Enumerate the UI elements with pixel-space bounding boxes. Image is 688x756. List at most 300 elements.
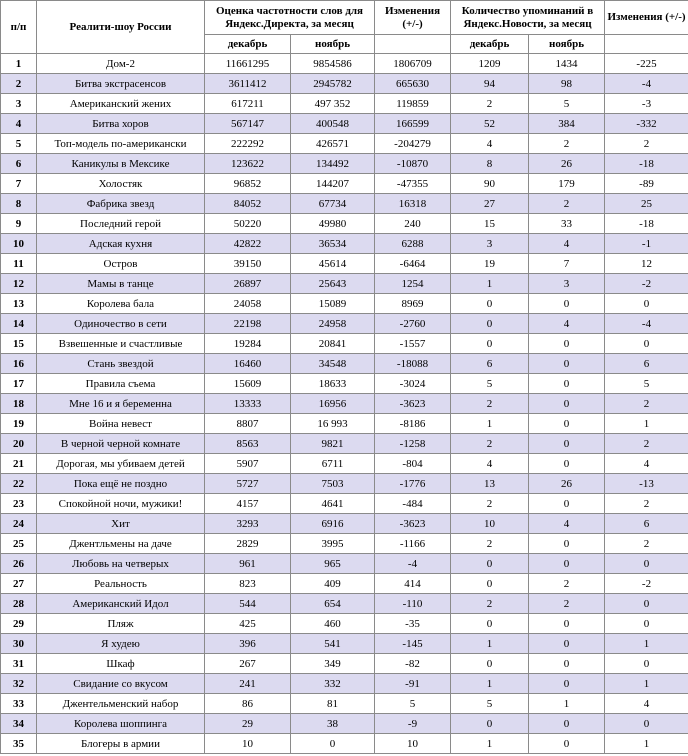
freq-change: -1776 xyxy=(375,474,451,494)
freq-december: 396 xyxy=(205,634,291,654)
mentions-november: 26 xyxy=(529,474,605,494)
freq-november: 9821 xyxy=(291,434,375,454)
table-row xyxy=(1,454,688,474)
row-number: 3 xyxy=(1,94,37,114)
mentions-november: 4 xyxy=(529,234,605,254)
freq-change: -145 xyxy=(375,634,451,654)
freq-change: -10870 xyxy=(375,154,451,174)
freq-change: 240 xyxy=(375,214,451,234)
show-name: Каникулы в Мексике xyxy=(37,154,205,174)
mentions-change: 0 xyxy=(605,654,688,674)
show-name: Правила съема xyxy=(37,374,205,394)
show-name: Американский жених xyxy=(37,94,205,114)
table-row xyxy=(1,534,688,554)
freq-change: -4 xyxy=(375,554,451,574)
mentions-november: 384 xyxy=(529,114,605,134)
row-number: 35 xyxy=(1,734,37,754)
show-name: Остров xyxy=(37,254,205,274)
freq-november: 15089 xyxy=(291,294,375,314)
freq-change: -3024 xyxy=(375,374,451,394)
freq-change: -1166 xyxy=(375,534,451,554)
freq-november: 24958 xyxy=(291,314,375,334)
mentions-december: 2 xyxy=(451,394,529,414)
table-row xyxy=(1,674,688,694)
mentions-december: 1 xyxy=(451,634,529,654)
show-name: Мамы в танце xyxy=(37,274,205,294)
show-name: Шкаф xyxy=(37,654,205,674)
freq-november: 2945782 xyxy=(291,74,375,94)
table-row xyxy=(1,74,688,94)
table-row xyxy=(1,354,688,374)
mentions-change: 1 xyxy=(605,634,688,654)
mentions-change: 1 xyxy=(605,734,688,754)
freq-change: -204279 xyxy=(375,134,451,154)
freq-november: 16 993 xyxy=(291,414,375,434)
row-number: 9 xyxy=(1,214,37,234)
show-name: Фабрика звезд xyxy=(37,194,205,214)
show-name: Блогеры в армии xyxy=(37,734,205,754)
header-dec: декабрь xyxy=(205,35,291,54)
mentions-november: 0 xyxy=(529,534,605,554)
mentions-november: 0 xyxy=(529,634,605,654)
freq-change: -1557 xyxy=(375,334,451,354)
row-number: 15 xyxy=(1,334,37,354)
mentions-november: 2 xyxy=(529,194,605,214)
mentions-december: 0 xyxy=(451,314,529,334)
mentions-change: 0 xyxy=(605,334,688,354)
freq-november: 25643 xyxy=(291,274,375,294)
freq-december: 241 xyxy=(205,674,291,694)
show-name: Одиночество в сети xyxy=(37,314,205,334)
freq-december: 11661295 xyxy=(205,54,291,74)
freq-change: 119859 xyxy=(375,94,451,114)
freq-december: 10 xyxy=(205,734,291,754)
row-number: 26 xyxy=(1,554,37,574)
mentions-change: 2 xyxy=(605,394,688,414)
freq-december: 42822 xyxy=(205,234,291,254)
show-name: Адская кухня xyxy=(37,234,205,254)
table-row xyxy=(1,294,688,314)
freq-change: -3623 xyxy=(375,394,451,414)
mentions-november: 2 xyxy=(529,594,605,614)
table-row xyxy=(1,654,688,674)
mentions-change: 2 xyxy=(605,494,688,514)
table-row xyxy=(1,694,688,714)
mentions-december: 27 xyxy=(451,194,529,214)
mentions-december: 90 xyxy=(451,174,529,194)
freq-december: 39150 xyxy=(205,254,291,274)
show-name: Я худею xyxy=(37,634,205,654)
row-number: 23 xyxy=(1,494,37,514)
freq-change: -47355 xyxy=(375,174,451,194)
freq-november: 6916 xyxy=(291,514,375,534)
freq-november: 45614 xyxy=(291,254,375,274)
freq-november: 144207 xyxy=(291,174,375,194)
mentions-december: 0 xyxy=(451,654,529,674)
show-name: В черной черной комнате xyxy=(37,434,205,454)
show-name: Битва хоров xyxy=(37,114,205,134)
show-name: Пока ещё не поздно xyxy=(37,474,205,494)
freq-november: 400548 xyxy=(291,114,375,134)
mentions-december: 15 xyxy=(451,214,529,234)
mentions-change: 25 xyxy=(605,194,688,214)
freq-november: 349 xyxy=(291,654,375,674)
freq-december: 50220 xyxy=(205,214,291,234)
freq-december: 5907 xyxy=(205,454,291,474)
freq-change: 665630 xyxy=(375,74,451,94)
mentions-change: 12 xyxy=(605,254,688,274)
show-name: Последний герой xyxy=(37,214,205,234)
freq-change: -82 xyxy=(375,654,451,674)
freq-november: 3995 xyxy=(291,534,375,554)
mentions-november: 98 xyxy=(529,74,605,94)
table-row xyxy=(1,254,688,274)
mentions-november: 0 xyxy=(529,354,605,374)
freq-change: -804 xyxy=(375,454,451,474)
mentions-change: -13 xyxy=(605,474,688,494)
table-row xyxy=(1,494,688,514)
freq-change: -6464 xyxy=(375,254,451,274)
freq-november: 7503 xyxy=(291,474,375,494)
freq-december: 4157 xyxy=(205,494,291,514)
row-number: 18 xyxy=(1,394,37,414)
show-name: Взвешенные и счастливые xyxy=(37,334,205,354)
freq-november: 965 xyxy=(291,554,375,574)
mentions-november: 3 xyxy=(529,274,605,294)
freq-november: 9854586 xyxy=(291,54,375,74)
header-show: Реалити-шоу России xyxy=(37,1,205,54)
mentions-change: 0 xyxy=(605,294,688,314)
freq-change: -18088 xyxy=(375,354,451,374)
mentions-november: 1 xyxy=(529,694,605,714)
freq-december: 13333 xyxy=(205,394,291,414)
freq-change: 5 xyxy=(375,694,451,714)
table-row xyxy=(1,414,688,434)
freq-november: 38 xyxy=(291,714,375,734)
mentions-change: 0 xyxy=(605,554,688,574)
mentions-change: -225 xyxy=(605,54,688,74)
freq-november: 49980 xyxy=(291,214,375,234)
row-number: 31 xyxy=(1,654,37,674)
table-row xyxy=(1,374,688,394)
mentions-november: 2 xyxy=(529,134,605,154)
row-number: 1 xyxy=(1,54,37,74)
mentions-december: 4 xyxy=(451,454,529,474)
mentions-change: -2 xyxy=(605,274,688,294)
row-number: 22 xyxy=(1,474,37,494)
row-number: 12 xyxy=(1,274,37,294)
header-change: Изменения (+/-) xyxy=(375,1,451,35)
mentions-november: 4 xyxy=(529,514,605,534)
freq-change: 6288 xyxy=(375,234,451,254)
table-row xyxy=(1,134,688,154)
header-frequency: Оценка частотности слов для Яндекс.Директа, за месяц xyxy=(205,1,375,35)
mentions-december: 4 xyxy=(451,134,529,154)
freq-change: 8969 xyxy=(375,294,451,314)
freq-december: 123622 xyxy=(205,154,291,174)
mentions-change: -4 xyxy=(605,74,688,94)
freq-november: 541 xyxy=(291,634,375,654)
mentions-change: 0 xyxy=(605,594,688,614)
mentions-november: 0 xyxy=(529,614,605,634)
row-number: 7 xyxy=(1,174,37,194)
header-change-empty xyxy=(375,35,451,54)
header-change-mentions-empty xyxy=(605,35,688,54)
show-name: Джентельменский набор xyxy=(37,694,205,714)
freq-december: 5727 xyxy=(205,474,291,494)
mentions-december: 1 xyxy=(451,274,529,294)
mentions-december: 1 xyxy=(451,414,529,434)
row-number: 8 xyxy=(1,194,37,214)
table-row xyxy=(1,474,688,494)
mentions-change: 0 xyxy=(605,614,688,634)
freq-december: 8807 xyxy=(205,414,291,434)
header-row-top xyxy=(1,1,688,35)
show-name: Королева шоппинга xyxy=(37,714,205,734)
mentions-change: 2 xyxy=(605,134,688,154)
freq-november: 67734 xyxy=(291,194,375,214)
freq-december: 222292 xyxy=(205,134,291,154)
mentions-november: 0 xyxy=(529,554,605,574)
freq-change: -35 xyxy=(375,614,451,634)
freq-november: 6711 xyxy=(291,454,375,474)
mentions-november: 0 xyxy=(529,394,605,414)
mentions-december: 0 xyxy=(451,714,529,734)
freq-december: 823 xyxy=(205,574,291,594)
freq-november: 81 xyxy=(291,694,375,714)
mentions-november: 0 xyxy=(529,494,605,514)
freq-november: 18633 xyxy=(291,374,375,394)
mentions-november: 4 xyxy=(529,314,605,334)
row-number: 29 xyxy=(1,614,37,634)
mentions-november: 0 xyxy=(529,674,605,694)
row-number: 14 xyxy=(1,314,37,334)
mentions-change: 6 xyxy=(605,514,688,534)
show-name: Мне 16 и я беременна xyxy=(37,394,205,414)
mentions-november: 2 xyxy=(529,574,605,594)
mentions-november: 0 xyxy=(529,294,605,314)
header-nov: ноябрь xyxy=(291,35,375,54)
mentions-change: -3 xyxy=(605,94,688,114)
freq-change: -484 xyxy=(375,494,451,514)
table-row xyxy=(1,714,688,734)
mentions-december: 94 xyxy=(451,74,529,94)
show-name: Битва экстрасенсов xyxy=(37,74,205,94)
freq-december: 3611412 xyxy=(205,74,291,94)
mentions-december: 5 xyxy=(451,374,529,394)
table-row xyxy=(1,634,688,654)
row-number: 27 xyxy=(1,574,37,594)
freq-change: 166599 xyxy=(375,114,451,134)
freq-december: 425 xyxy=(205,614,291,634)
freq-november: 134492 xyxy=(291,154,375,174)
mentions-december: 52 xyxy=(451,114,529,134)
table-row xyxy=(1,114,688,134)
row-number: 20 xyxy=(1,434,37,454)
freq-november: 36534 xyxy=(291,234,375,254)
freq-change: -8186 xyxy=(375,414,451,434)
mentions-december: 2 xyxy=(451,594,529,614)
freq-december: 15609 xyxy=(205,374,291,394)
freq-november: 20841 xyxy=(291,334,375,354)
table-row xyxy=(1,514,688,534)
table-row xyxy=(1,214,688,234)
freq-november: 426571 xyxy=(291,134,375,154)
mentions-december: 0 xyxy=(451,294,529,314)
mentions-december: 2 xyxy=(451,94,529,114)
freq-november: 4641 xyxy=(291,494,375,514)
row-number: 6 xyxy=(1,154,37,174)
table-row xyxy=(1,94,688,114)
mentions-december: 10 xyxy=(451,514,529,534)
freq-december: 19284 xyxy=(205,334,291,354)
show-name: Дорогая, мы убиваем детей xyxy=(37,454,205,474)
row-number: 10 xyxy=(1,234,37,254)
mentions-december: 2 xyxy=(451,434,529,454)
mentions-december: 2 xyxy=(451,534,529,554)
mentions-november: 33 xyxy=(529,214,605,234)
freq-change: 10 xyxy=(375,734,451,754)
mentions-december: 0 xyxy=(451,554,529,574)
freq-november: 332 xyxy=(291,674,375,694)
mentions-change: -18 xyxy=(605,154,688,174)
table-row xyxy=(1,614,688,634)
mentions-december: 0 xyxy=(451,334,529,354)
row-number: 21 xyxy=(1,454,37,474)
mentions-november: 0 xyxy=(529,454,605,474)
mentions-november: 0 xyxy=(529,334,605,354)
row-number: 4 xyxy=(1,114,37,134)
table-row xyxy=(1,274,688,294)
freq-december: 24058 xyxy=(205,294,291,314)
row-number: 16 xyxy=(1,354,37,374)
header-dec-mentions: декабрь xyxy=(451,35,529,54)
mentions-change: 1 xyxy=(605,414,688,434)
freq-december: 3293 xyxy=(205,514,291,534)
freq-change: -9 xyxy=(375,714,451,734)
mentions-change: 4 xyxy=(605,694,688,714)
show-name: Реальность xyxy=(37,574,205,594)
mentions-november: 7 xyxy=(529,254,605,274)
table-row xyxy=(1,594,688,614)
table-row xyxy=(1,434,688,454)
freq-december: 29 xyxy=(205,714,291,734)
mentions-change: -18 xyxy=(605,214,688,234)
row-number: 30 xyxy=(1,634,37,654)
freq-december: 2829 xyxy=(205,534,291,554)
mentions-change: -2 xyxy=(605,574,688,594)
freq-november: 0 xyxy=(291,734,375,754)
freq-december: 84052 xyxy=(205,194,291,214)
table-row xyxy=(1,554,688,574)
mentions-change: 5 xyxy=(605,374,688,394)
mentions-change: 6 xyxy=(605,354,688,374)
freq-change: 16318 xyxy=(375,194,451,214)
mentions-change: 2 xyxy=(605,434,688,454)
mentions-december: 0 xyxy=(451,574,529,594)
show-name: Топ-модель по-американски xyxy=(37,134,205,154)
mentions-november: 0 xyxy=(529,734,605,754)
mentions-december: 0 xyxy=(451,614,529,634)
mentions-change: 0 xyxy=(605,714,688,734)
mentions-november: 0 xyxy=(529,374,605,394)
mentions-november: 0 xyxy=(529,434,605,454)
freq-december: 267 xyxy=(205,654,291,674)
row-number: 25 xyxy=(1,534,37,554)
row-number: 19 xyxy=(1,414,37,434)
mentions-change: -89 xyxy=(605,174,688,194)
freq-change: -3623 xyxy=(375,514,451,534)
mentions-change: -332 xyxy=(605,114,688,134)
show-name: Джентльмены на даче xyxy=(37,534,205,554)
table-row xyxy=(1,54,688,74)
row-number: 11 xyxy=(1,254,37,274)
show-name: Дом-2 xyxy=(37,54,205,74)
mentions-change: 2 xyxy=(605,534,688,554)
freq-december: 86 xyxy=(205,694,291,714)
show-name: Американский Идол xyxy=(37,594,205,614)
show-name: Королева бала xyxy=(37,294,205,314)
header-mentions: Количество упоминаний в Яндекс.Новости, за месяц xyxy=(451,1,605,35)
mentions-december: 5 xyxy=(451,694,529,714)
table-row xyxy=(1,334,688,354)
row-number: 28 xyxy=(1,594,37,614)
mentions-december: 2 xyxy=(451,494,529,514)
freq-november: 497 352 xyxy=(291,94,375,114)
mentions-november: 179 xyxy=(529,174,605,194)
row-number: 13 xyxy=(1,294,37,314)
mentions-november: 0 xyxy=(529,414,605,434)
show-name: Хит xyxy=(37,514,205,534)
mentions-november: 26 xyxy=(529,154,605,174)
mentions-december: 1 xyxy=(451,734,529,754)
freq-december: 96852 xyxy=(205,174,291,194)
show-name: Спокойной ночи, мужики! xyxy=(37,494,205,514)
freq-december: 26897 xyxy=(205,274,291,294)
table-row xyxy=(1,154,688,174)
row-number: 32 xyxy=(1,674,37,694)
row-number: 33 xyxy=(1,694,37,714)
row-number: 17 xyxy=(1,374,37,394)
row-number: 5 xyxy=(1,134,37,154)
freq-november: 654 xyxy=(291,594,375,614)
freq-change: 1254 xyxy=(375,274,451,294)
freq-change: -1258 xyxy=(375,434,451,454)
row-number: 34 xyxy=(1,714,37,734)
freq-december: 8563 xyxy=(205,434,291,454)
mentions-november: 0 xyxy=(529,714,605,734)
header-nov-mentions: ноябрь xyxy=(529,35,605,54)
mentions-december: 6 xyxy=(451,354,529,374)
freq-november: 34548 xyxy=(291,354,375,374)
mentions-december: 8 xyxy=(451,154,529,174)
show-name: Свидание со вкусом xyxy=(37,674,205,694)
freq-change: -91 xyxy=(375,674,451,694)
row-number: 2 xyxy=(1,74,37,94)
table-row xyxy=(1,394,688,414)
freq-december: 961 xyxy=(205,554,291,574)
show-name: Холостяк xyxy=(37,174,205,194)
freq-change: -110 xyxy=(375,594,451,614)
mentions-december: 1 xyxy=(451,674,529,694)
freq-change: 414 xyxy=(375,574,451,594)
freq-december: 22198 xyxy=(205,314,291,334)
table-row xyxy=(1,734,688,754)
freq-december: 544 xyxy=(205,594,291,614)
header-num: п/п xyxy=(1,1,37,54)
show-name: Стань звездой xyxy=(37,354,205,374)
show-name: Пляж xyxy=(37,614,205,634)
